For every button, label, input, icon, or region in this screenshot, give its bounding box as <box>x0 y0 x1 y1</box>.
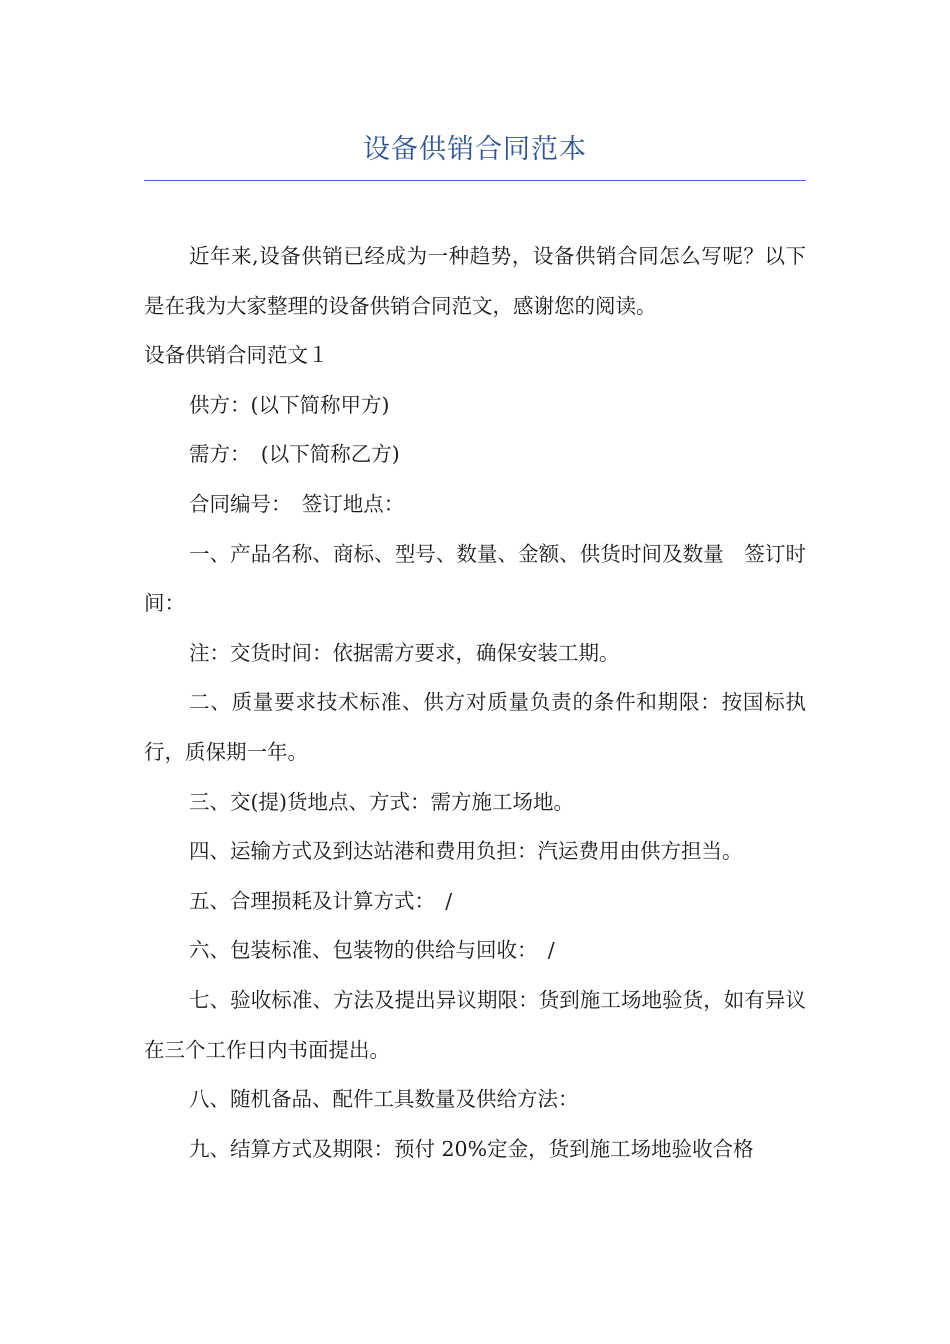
paragraph: 七、验收标准、方法及提出异议期限：货到施工场地验货，如有异议在三个工作日内书面提出。 <box>144 987 806 1062</box>
paragraph: 九、结算方式及期限：预付 20%定金，货到施工场地验收合格 <box>189 1136 754 1161</box>
paragraph: 近年来,设备供销已经成为一种趋势，设备供销合同怎么写呢？以下是在我为大家整理的设备供销合同范文，感谢您的阅读。 <box>144 244 806 318</box>
paragraph: 注：交货时间：依据需方要求，确保安装工期。 <box>189 640 620 665</box>
paragraph: 五、合理损耗及计算方式： / <box>189 888 453 913</box>
paragraph: 一、产品名称、商标、型号、数量、金额、供货时间及数量 签订时间： <box>144 541 806 616</box>
paragraph: 二、质量要求技术标准、供方对质量负责的条件和期限：按国标执行，质保期一年。 <box>144 690 806 764</box>
title-divider <box>144 180 806 181</box>
paragraph: 需方： (以下简称乙方) <box>189 442 400 467</box>
paragraph: 三、交(提)货地点、方式：需方施工场地。 <box>189 789 574 814</box>
paragraph: 八、随机备品、配件工具数量及供给方法： <box>189 1087 579 1112</box>
paragraph: 六、包装标准、包装物的供给与回收： / <box>189 938 555 963</box>
paragraph: 供方：(以下简称甲方) <box>189 392 390 417</box>
paragraph: 合同编号： 签订地点： <box>189 491 405 516</box>
document-title: 设备供销合同范本 <box>363 134 587 165</box>
document-body <box>144 232 806 1174</box>
paragraph: 设备供销合同范文１ <box>144 343 329 368</box>
paragraph: 四、运输方式及到达站港和费用负担：汽运费用由供方担当。 <box>189 839 743 864</box>
